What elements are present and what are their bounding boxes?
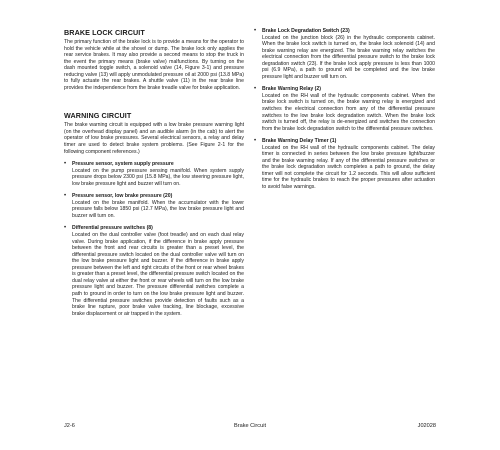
list-item: [254, 86, 435, 132]
list-item: [64, 193, 244, 219]
left-column: [64, 28, 244, 323]
list-item: [64, 225, 244, 317]
list-item-title: Brake Lock Degradation Switch (23): [262, 28, 350, 34]
bullet-icon: •: [254, 28, 257, 34]
warning-circuit-paragraph: The brake warning circuit is equipped with a low brake pressure warning light (on the overhead display panel) and an audible alarm (in the cab) to alert the operator of low brake pressures. Several electrical sensors, a relay and delay timer are used to detect brake system problems. (See Figure 2-1 for the following component references.): [64, 122, 244, 155]
list-item-text: Located on the brake manifold. When the accumulator with the lower pressure falls below 1850 psi (12.7 MPa), the low brake pressure light and buzzer will turn on.: [72, 199, 244, 219]
list-item: [64, 161, 244, 187]
list-item-title: Brake Warning Relay (2): [262, 86, 321, 93]
list-item-text: Located on the RH wall of the hydraulic components cabinet. The delay timer is connected in series between the low brake pressure light/buzzer and the brake warning relay. If any of the differential pressure switches or the brake lock degradation switch completes a path to ground, the delay timer will not complete the circuit for 1.2 seconds. This will allow sufficient time for the hydraulic brakes to reach the proper pressures after actuation to avoid false warnings.: [262, 144, 435, 191]
footer-document-code: J02028: [417, 423, 436, 429]
list-item-text: Located on the dual controller valve (foot treadle) and on each dual relay valve. During brake application, if the difference in brake apply pressure between the front and rear circuits is greater than a preset level, the differential pressure switch located on the dual controller valve will turn on the low brake pressure light and buzzer. If the difference in brake apply pressure between the left and right circuits of the front or rear wheel brakes is greater than a preset level, the differential pressure switch located on the dual relay valve at either the front or rear wheels will turn on the low brake pressure light and buzzer. The pressure differential switches complete a path to ground in order to turn on the low brake pressure light and buzzer. The differential pressure switches provide detection of faults such as a brake line rupture, poor brake valve tracking, line blockage, excessive brake displacement or air trapped in the system.: [72, 232, 244, 317]
sensor-list: [254, 28, 435, 191]
list-item: [254, 138, 435, 190]
list-item-text: Located on the junction block (26) in the hydraulic components cabinet. When the brake lock switch is turned on, the brake lock solenoid (14) and brake warning relay are energized. The brake warning relay switches the electrical connection from the differential pressure switch to the brake lock degradation switch (23). If the brake lock apply pressure is less than 1000 psi (6.9 MPa), a path to ground will be completed and the low brake pressure light and buzzer will turn on.: [262, 34, 435, 80]
footer-page-number: J2-6: [64, 423, 75, 429]
list-item-title: Differential pressure switches (8): [72, 225, 153, 232]
bullet-icon: •: [64, 225, 67, 232]
bullet-icon: •: [64, 161, 67, 168]
page-footer: [64, 422, 436, 430]
list-item-text: Located on the pump pressure sensing manifold. When system supply pressure drops below 2300 psi (15.8 MPa), the low steering pressure light, low brake pressure light and buzzer will turn on.: [72, 167, 244, 187]
right-column: [254, 28, 435, 197]
list-item-title: Pressure sensor, low brake pressure (20): [72, 193, 173, 200]
warning-component-list: [64, 161, 244, 317]
brake-lock-heading: BRAKE LOCK CIRCUIT: [64, 28, 145, 37]
warning-circuit-heading: WARNING CIRCUIT: [64, 111, 132, 121]
list-item: [254, 28, 435, 80]
footer-section-title: Brake Circuit: [233, 423, 267, 429]
list-item-text: Located on the RH wall of the hydraulic components cabinet. When the brake lock switch is turned on, the brake warning relay is energized and switches the electrical connection from any of the differential pressure switches to the low brake lock degradation switch. When the brake lock switch is turned off, the relay is de-energized and switches the connection from the brake lock degradation switch to the differential pressure switches.: [262, 92, 435, 132]
list-item-title: Pressure sensor, system supply pressure: [72, 161, 174, 168]
list-item-title: Brake Warning Delay Timer (1): [262, 138, 337, 145]
bullet-icon: •: [254, 86, 257, 93]
bullet-icon: •: [254, 138, 257, 145]
bullet-icon: •: [64, 193, 67, 200]
brake-lock-paragraph: The primary function of the brake lock is to provide a means for the operator to hold the vehicle while at the shovel or dump. The brake lock only applies the rear service brakes. It may also provide a second means to stop the truck in the event the primary means (brake valve) malfunctions. By turning on the dash mounted toggle switch, a solenoid valve (14, Figure 3-1) and pressure reducing valve (13) will apply unmodulated pressure oil at 2000 psi (13.8 MPa) to fully actuate the rear brakes. A shuttle valve (11) in the rear brake line provides the independence from the brake treadle valve for brake application.: [64, 39, 244, 91]
